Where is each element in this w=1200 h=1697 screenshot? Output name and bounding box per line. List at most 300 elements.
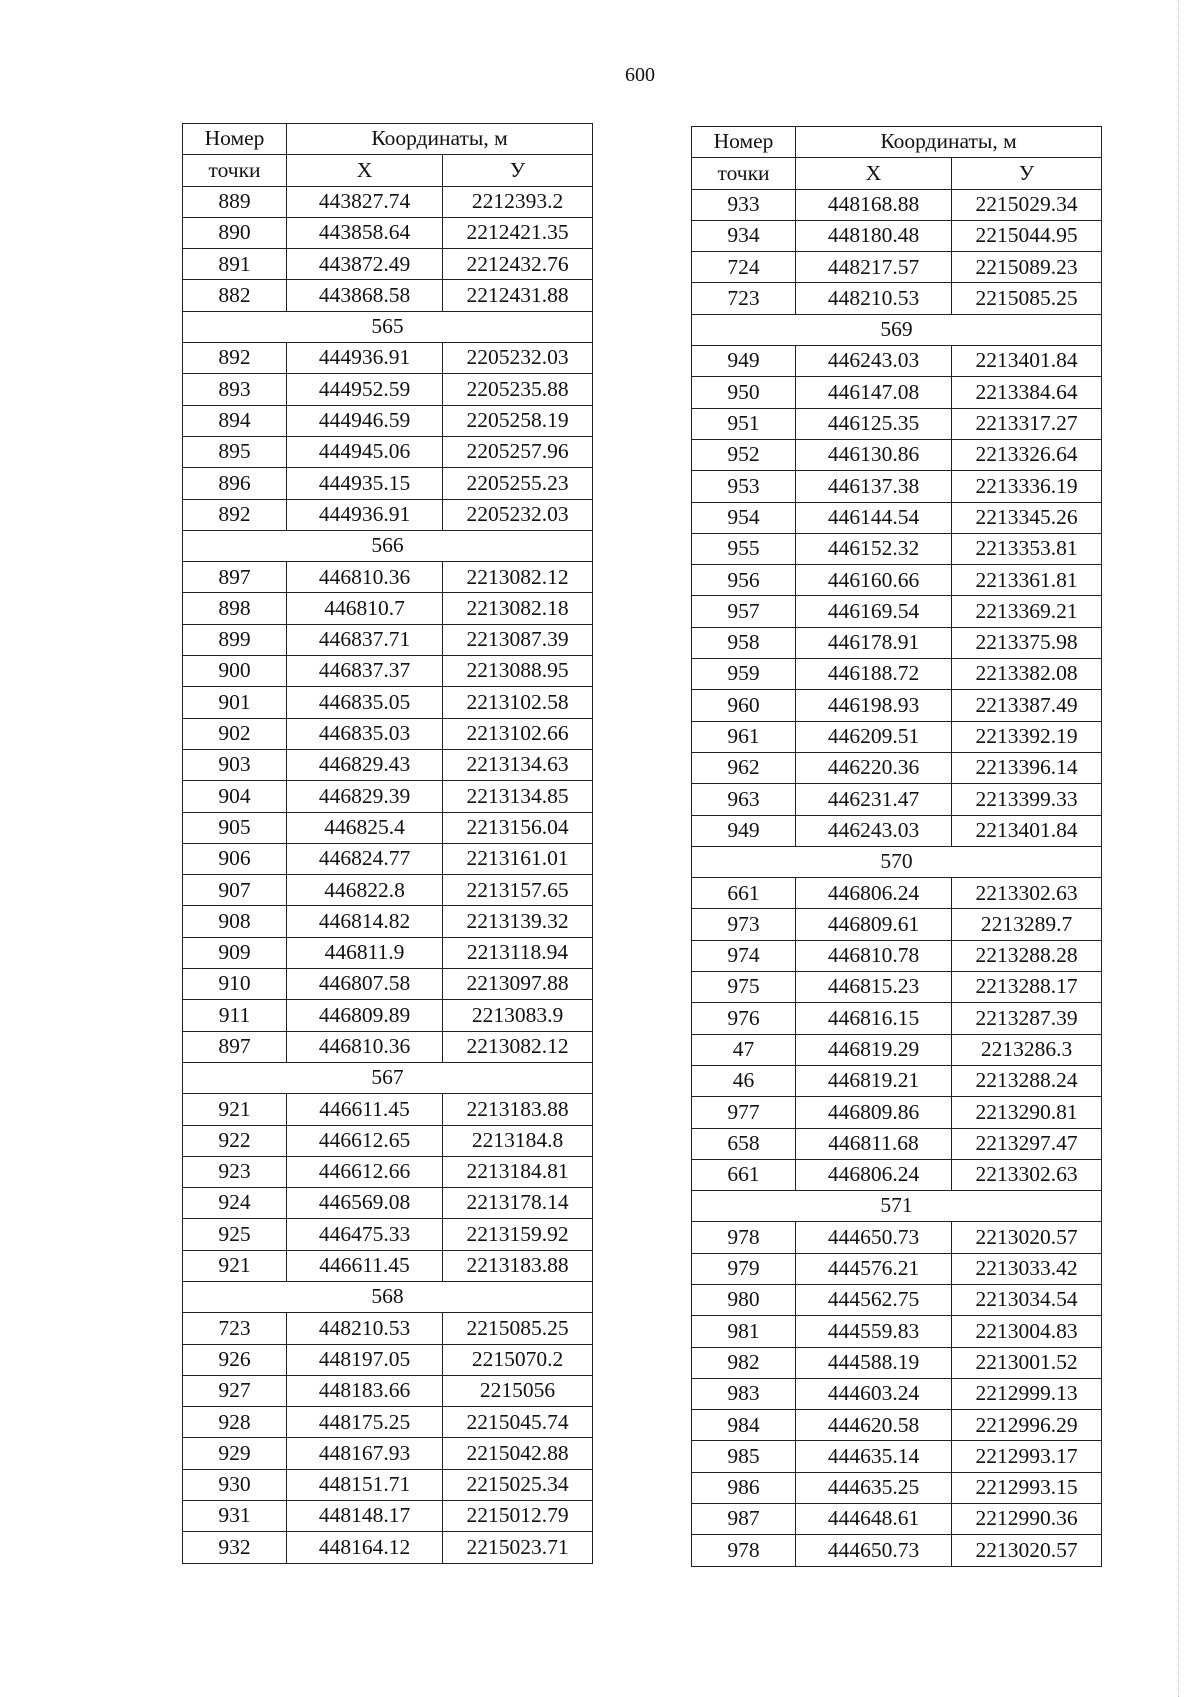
table-row — [692, 752, 1102, 783]
point-number-cell: 953 — [692, 471, 796, 502]
table-row — [692, 627, 1102, 658]
x-coordinate-cell: 444935.15 — [287, 468, 443, 499]
y-coordinate-cell: 2212990.36 — [952, 1504, 1102, 1535]
y-coordinate-cell: 2213134.63 — [443, 749, 593, 780]
x-coordinate-cell: 446125.35 — [796, 408, 952, 439]
y-coordinate-cell: 2215045.74 — [443, 1407, 593, 1438]
x-coordinate-cell: 446612.66 — [287, 1156, 443, 1187]
table-row — [692, 972, 1102, 1003]
point-number-cell: 897 — [183, 562, 287, 593]
point-number-cell: 889 — [183, 186, 287, 217]
point-number-cell: 895 — [183, 436, 287, 467]
y-coordinate-cell: 2215056 — [443, 1375, 593, 1406]
point-number-cell: 926 — [183, 1344, 287, 1375]
x-coordinate-cell: 444952.59 — [287, 374, 443, 405]
x-coordinate-cell: 446819.21 — [796, 1065, 952, 1096]
x-coordinate-cell: 444603.24 — [796, 1378, 952, 1409]
y-coordinate-cell: 2213387.49 — [952, 690, 1102, 721]
x-coordinate-cell: 448217.57 — [796, 252, 952, 283]
table-row — [183, 468, 593, 499]
point-number-cell: 957 — [692, 596, 796, 627]
x-coordinate-cell: 444620.58 — [796, 1410, 952, 1441]
table-row — [692, 1441, 1102, 1472]
x-coordinate-cell: 446243.03 — [796, 815, 952, 846]
table-row — [692, 1003, 1102, 1034]
table-row — [183, 687, 593, 718]
table-row — [692, 1222, 1102, 1253]
y-coordinate-cell: 2213020.57 — [952, 1222, 1102, 1253]
table-row — [692, 909, 1102, 940]
y-coordinate-cell: 2212996.29 — [952, 1410, 1102, 1441]
y-coordinate-cell: 2213001.52 — [952, 1347, 1102, 1378]
section-row — [183, 1281, 593, 1312]
point-number-cell: 892 — [183, 343, 287, 374]
point-number-header-line2: точки — [183, 155, 287, 186]
point-number-cell: 724 — [692, 252, 796, 283]
y-coordinate-cell: 2215042.88 — [443, 1438, 593, 1469]
x-coordinate-cell: 443858.64 — [287, 217, 443, 248]
x-coordinate-cell: 448148.17 — [287, 1501, 443, 1532]
table-row — [183, 1125, 593, 1156]
table-row — [183, 562, 593, 593]
x-coordinate-cell: 446816.15 — [796, 1003, 952, 1034]
x-coordinate-cell: 448151.71 — [287, 1469, 443, 1500]
point-number-cell: 901 — [183, 687, 287, 718]
table-row — [183, 937, 593, 968]
y-coordinate-cell: 2213336.19 — [952, 471, 1102, 502]
y-coordinate-cell: 2213361.81 — [952, 565, 1102, 596]
y-coordinate-cell: 2205235.88 — [443, 374, 593, 405]
x-coordinate-cell: 446822.8 — [287, 875, 443, 906]
table-row — [692, 1097, 1102, 1128]
section-number: 570 — [692, 846, 1102, 877]
x-coordinate-cell: 446829.43 — [287, 749, 443, 780]
y-coordinate-cell: 2213157.65 — [443, 875, 593, 906]
table-row — [183, 1407, 593, 1438]
table-row — [183, 1469, 593, 1500]
point-number-cell: 911 — [183, 1000, 287, 1031]
y-coordinate-cell: 2213183.88 — [443, 1094, 593, 1125]
y-coordinate-cell: 2213326.64 — [952, 439, 1102, 470]
x-coordinate-cell: 446806.24 — [796, 1159, 952, 1190]
table-row — [183, 843, 593, 874]
y-coordinate-cell: 2213082.12 — [443, 562, 593, 593]
point-number-cell: 961 — [692, 721, 796, 752]
point-number-cell: 963 — [692, 784, 796, 815]
table-row — [183, 624, 593, 655]
y-coordinate-cell: 2215070.2 — [443, 1344, 593, 1375]
page-number: 600 — [625, 64, 655, 86]
point-number-cell: 986 — [692, 1472, 796, 1503]
y-coordinate-cell: 2213083.9 — [443, 1000, 593, 1031]
x-coordinate-cell: 444562.75 — [796, 1284, 952, 1315]
coordinates-table-right — [691, 126, 1102, 1567]
table-row — [692, 189, 1102, 220]
y-coordinate-cell: 2213401.84 — [952, 346, 1102, 377]
point-number-cell: 923 — [183, 1156, 287, 1187]
y-coordinate-cell: 2213082.18 — [443, 593, 593, 624]
table-row — [692, 377, 1102, 408]
table-row — [183, 969, 593, 1000]
y-coordinate-cell: 2212999.13 — [952, 1378, 1102, 1409]
table-row — [692, 1284, 1102, 1315]
y-coordinate-cell: 2212993.17 — [952, 1441, 1102, 1472]
section-row — [183, 1062, 593, 1093]
scan-edge-line — [1178, 0, 1180, 1697]
y-coordinate-cell: 2213289.7 — [952, 909, 1102, 940]
x-coordinate-cell: 446809.86 — [796, 1097, 952, 1128]
y-coordinate-cell: 2213082.12 — [443, 1031, 593, 1062]
point-number-cell: 982 — [692, 1347, 796, 1378]
y-coordinate-cell: 2213401.84 — [952, 815, 1102, 846]
table-row — [183, 1313, 593, 1344]
y-coordinate-cell: 2213156.04 — [443, 812, 593, 843]
point-number-cell: 929 — [183, 1438, 287, 1469]
table-row — [692, 408, 1102, 439]
x-coordinate-cell: 446835.05 — [287, 687, 443, 718]
section-row — [183, 311, 593, 342]
point-number-cell: 930 — [183, 1469, 287, 1500]
x-coordinate-cell: 446178.91 — [796, 627, 952, 658]
table-row — [692, 659, 1102, 690]
point-number-cell: 954 — [692, 502, 796, 533]
y-coordinate-cell: 2213102.58 — [443, 687, 593, 718]
x-coordinate-cell: 446807.58 — [287, 969, 443, 1000]
table-row — [183, 812, 593, 843]
header-row-2 — [692, 158, 1102, 189]
table-row — [183, 436, 593, 467]
y-coordinate-cell: 2213286.3 — [952, 1034, 1102, 1065]
point-number-cell: 902 — [183, 718, 287, 749]
y-coordinate-cell: 2213287.39 — [952, 1003, 1102, 1034]
point-number-cell: 910 — [183, 969, 287, 1000]
point-number-cell: 723 — [692, 283, 796, 314]
point-number-cell: 985 — [692, 1441, 796, 1472]
x-coordinate-cell: 446809.61 — [796, 909, 952, 940]
x-coordinate-cell: 444576.21 — [796, 1253, 952, 1284]
table-row — [692, 252, 1102, 283]
y-coordinate-cell: 2213102.66 — [443, 718, 593, 749]
y-coordinate-cell: 2213392.19 — [952, 721, 1102, 752]
table-row — [692, 1504, 1102, 1535]
y-coordinate-cell: 2215023.71 — [443, 1532, 593, 1563]
table-row — [692, 283, 1102, 314]
x-coordinate-cell: 444588.19 — [796, 1347, 952, 1378]
table-row — [692, 784, 1102, 815]
y-coordinate-cell: 2213317.27 — [952, 408, 1102, 439]
point-number-cell: 975 — [692, 972, 796, 1003]
y-coordinate-cell: 2213088.95 — [443, 656, 593, 687]
x-coordinate-cell: 444936.91 — [287, 499, 443, 530]
y-coordinate-cell: 2213353.81 — [952, 533, 1102, 564]
x-coordinate-cell: 444648.61 — [796, 1504, 952, 1535]
y-coordinate-cell: 2213184.81 — [443, 1156, 593, 1187]
table-row — [183, 875, 593, 906]
point-number-cell: 925 — [183, 1219, 287, 1250]
x-coordinate-cell: 443868.58 — [287, 280, 443, 311]
point-number-cell: 987 — [692, 1504, 796, 1535]
header-row-1 — [692, 127, 1102, 158]
y-coordinate-cell: 2213302.63 — [952, 1159, 1102, 1190]
table-row — [692, 533, 1102, 564]
y-coordinate-cell: 2213288.28 — [952, 940, 1102, 971]
x-coordinate-cell: 446137.38 — [796, 471, 952, 502]
point-number-cell: 949 — [692, 815, 796, 846]
point-number-cell: 46 — [692, 1065, 796, 1096]
x-coordinate-cell: 444936.91 — [287, 343, 443, 374]
point-number-cell: 899 — [183, 624, 287, 655]
table-row — [183, 1532, 593, 1563]
x-coordinate-cell: 446243.03 — [796, 346, 952, 377]
x-coordinate-cell: 446810.36 — [287, 1031, 443, 1062]
header-row-1 — [183, 124, 593, 155]
point-number-cell: 958 — [692, 627, 796, 658]
table-row — [183, 1344, 593, 1375]
coordinates-table-left — [182, 123, 593, 1564]
y-coordinate-cell: 2213396.14 — [952, 752, 1102, 783]
y-coordinate-cell: 2205232.03 — [443, 343, 593, 374]
x-coordinate-cell: 446198.93 — [796, 690, 952, 721]
x-coordinate-cell: 446160.66 — [796, 565, 952, 596]
section-number: 565 — [183, 311, 593, 342]
point-number-header: Номер — [692, 127, 796, 158]
table-row — [183, 186, 593, 217]
x-coordinate-cell: 446825.4 — [287, 812, 443, 843]
header-row-2 — [183, 155, 593, 186]
point-number-cell: 896 — [183, 468, 287, 499]
point-number-cell: 934 — [692, 220, 796, 251]
x-coordinate-cell: 446209.51 — [796, 721, 952, 752]
point-number-cell: 905 — [183, 812, 287, 843]
x-coordinate-cell: 446837.37 — [287, 656, 443, 687]
table-row — [183, 499, 593, 530]
table-row — [692, 346, 1102, 377]
point-number-cell: 723 — [183, 1313, 287, 1344]
table-row — [692, 1535, 1102, 1566]
point-number-cell: 907 — [183, 875, 287, 906]
point-number-cell: 952 — [692, 439, 796, 470]
x-coordinate-cell: 446810.7 — [287, 593, 443, 624]
table-row — [692, 1253, 1102, 1284]
x-coordinate-cell: 448183.66 — [287, 1375, 443, 1406]
point-number-cell: 900 — [183, 656, 287, 687]
x-coordinate-cell: 444559.83 — [796, 1316, 952, 1347]
point-number-cell: 928 — [183, 1407, 287, 1438]
y-coordinate-cell: 2213369.21 — [952, 596, 1102, 627]
table-row — [183, 1031, 593, 1062]
point-number-cell: 978 — [692, 1222, 796, 1253]
table-row — [692, 1378, 1102, 1409]
point-number-cell: 983 — [692, 1378, 796, 1409]
x-coordinate-cell: 446188.72 — [796, 659, 952, 690]
point-number-cell: 897 — [183, 1031, 287, 1062]
y-coordinate-cell: 2213384.64 — [952, 377, 1102, 408]
point-number-cell: 962 — [692, 752, 796, 783]
point-number-cell: 894 — [183, 405, 287, 436]
x-coordinate-cell: 446819.29 — [796, 1034, 952, 1065]
x-coordinate-cell: 446475.33 — [287, 1219, 443, 1250]
table-row — [183, 280, 593, 311]
point-number-cell: 898 — [183, 593, 287, 624]
point-number-cell: 984 — [692, 1410, 796, 1441]
y-coordinate-cell: 2213134.85 — [443, 781, 593, 812]
x-coordinate-cell: 446144.54 — [796, 502, 952, 533]
point-number-cell: 955 — [692, 533, 796, 564]
table-row — [692, 1159, 1102, 1190]
point-number-cell: 882 — [183, 280, 287, 311]
y-coordinate-cell: 2212432.76 — [443, 249, 593, 280]
table-row — [692, 690, 1102, 721]
table-row — [692, 1316, 1102, 1347]
x-coordinate-cell: 446569.08 — [287, 1188, 443, 1219]
x-coordinate-cell: 446220.36 — [796, 752, 952, 783]
x-coordinate-cell: 446835.03 — [287, 718, 443, 749]
table-row — [692, 1410, 1102, 1441]
y-coordinate-cell: 2205232.03 — [443, 499, 593, 530]
x-coordinate-cell: 448180.48 — [796, 220, 952, 251]
x-coordinate-cell: 444650.73 — [796, 1222, 952, 1253]
point-number-cell: 951 — [692, 408, 796, 439]
x-coordinate-cell: 446612.65 — [287, 1125, 443, 1156]
point-number-cell: 979 — [692, 1253, 796, 1284]
point-number-cell: 924 — [183, 1188, 287, 1219]
table-row — [692, 596, 1102, 627]
point-number-cell: 931 — [183, 1501, 287, 1532]
x-coordinate-cell: 443872.49 — [287, 249, 443, 280]
y-coordinate-cell: 2215012.79 — [443, 1501, 593, 1532]
point-number-cell: 661 — [692, 1159, 796, 1190]
x-coordinate-cell: 446810.36 — [287, 562, 443, 593]
table-row — [692, 471, 1102, 502]
table-row — [183, 1375, 593, 1406]
y-coordinate-cell: 2213399.33 — [952, 784, 1102, 815]
table-row — [183, 1156, 593, 1187]
x-coordinate-cell: 446806.24 — [796, 878, 952, 909]
x-coordinate-cell: 444945.06 — [287, 436, 443, 467]
table-row — [692, 1472, 1102, 1503]
x-coordinate-cell: 448175.25 — [287, 1407, 443, 1438]
table-row — [183, 718, 593, 749]
x-coordinate-cell: 446169.54 — [796, 596, 952, 627]
y-coordinate-cell: 2215044.95 — [952, 220, 1102, 251]
point-number-cell: 890 — [183, 217, 287, 248]
x-coordinate-cell: 448164.12 — [287, 1532, 443, 1563]
table-row — [183, 593, 593, 624]
table-row — [692, 1034, 1102, 1065]
point-number-cell: 956 — [692, 565, 796, 596]
table-row — [692, 220, 1102, 251]
y-coordinate-cell: 2215025.34 — [443, 1469, 593, 1500]
section-row — [692, 314, 1102, 345]
x-coordinate-cell: 444635.14 — [796, 1441, 952, 1472]
y-coordinate-cell: 2212993.15 — [952, 1472, 1102, 1503]
point-number-cell: 903 — [183, 749, 287, 780]
x-coordinate-cell: 446130.86 — [796, 439, 952, 470]
point-number-cell: 981 — [692, 1316, 796, 1347]
point-number-cell: 661 — [692, 878, 796, 909]
table-row — [183, 217, 593, 248]
x-coordinate-cell: 448197.05 — [287, 1344, 443, 1375]
section-row — [692, 1191, 1102, 1222]
table-row — [183, 1000, 593, 1031]
table-row — [183, 906, 593, 937]
point-number-cell: 978 — [692, 1535, 796, 1566]
point-number-cell: 977 — [692, 1097, 796, 1128]
x-coordinate-cell: 443827.74 — [287, 186, 443, 217]
y-coordinate-cell: 2213097.88 — [443, 969, 593, 1000]
point-number-header: Номер — [183, 124, 287, 155]
section-number: 568 — [183, 1281, 593, 1312]
x-coordinate-cell: 446815.23 — [796, 972, 952, 1003]
y-coordinate-cell: 2215029.34 — [952, 189, 1102, 220]
y-coordinate-cell: 2213302.63 — [952, 878, 1102, 909]
section-row — [183, 530, 593, 561]
y-coordinate-cell: 2212393.2 — [443, 186, 593, 217]
point-number-cell: 980 — [692, 1284, 796, 1315]
point-number-cell: 932 — [183, 1532, 287, 1563]
point-number-cell: 906 — [183, 843, 287, 874]
point-number-cell: 921 — [183, 1094, 287, 1125]
x-coordinate-cell: 444650.73 — [796, 1535, 952, 1566]
table-row — [183, 1250, 593, 1281]
coordinates-header: Координаты, м — [796, 127, 1102, 158]
y-coordinate-cell: 2213033.42 — [952, 1253, 1102, 1284]
y-coordinate-cell: 2205258.19 — [443, 405, 593, 436]
table-row — [183, 249, 593, 280]
x-coordinate-cell: 446810.78 — [796, 940, 952, 971]
x-coordinate-cell: 446611.45 — [287, 1094, 443, 1125]
table-row — [183, 1501, 593, 1532]
y-coordinate-cell: 2212431.88 — [443, 280, 593, 311]
point-number-cell: 909 — [183, 937, 287, 968]
section-number: 567 — [183, 1062, 593, 1093]
x-coordinate-cell: 446147.08 — [796, 377, 952, 408]
table-row — [183, 781, 593, 812]
y-coordinate-cell: 2213345.26 — [952, 502, 1102, 533]
x-coordinate-cell: 446811.68 — [796, 1128, 952, 1159]
table-row — [692, 439, 1102, 470]
table-body — [183, 124, 593, 1564]
table-row — [183, 1219, 593, 1250]
x-coordinate-cell: 448168.88 — [796, 189, 952, 220]
table-row — [692, 721, 1102, 752]
point-number-cell: 959 — [692, 659, 796, 690]
y-coordinate-cell: 2205257.96 — [443, 436, 593, 467]
y-column-header: У — [952, 158, 1102, 189]
y-coordinate-cell: 2205255.23 — [443, 468, 593, 499]
y-coordinate-cell: 2213139.32 — [443, 906, 593, 937]
point-number-cell: 976 — [692, 1003, 796, 1034]
x-coordinate-cell: 446824.77 — [287, 843, 443, 874]
y-coordinate-cell: 2213004.83 — [952, 1316, 1102, 1347]
table-row — [183, 343, 593, 374]
y-coordinate-cell: 2212421.35 — [443, 217, 593, 248]
point-number-cell: 973 — [692, 909, 796, 940]
table-row — [183, 374, 593, 405]
y-coordinate-cell: 2213087.39 — [443, 624, 593, 655]
table-body — [692, 127, 1102, 1567]
point-number-header-line2: точки — [692, 158, 796, 189]
x-coordinate-cell: 444635.25 — [796, 1472, 952, 1503]
y-coordinate-cell: 2213297.47 — [952, 1128, 1102, 1159]
table-row — [692, 940, 1102, 971]
y-coordinate-cell: 2213034.54 — [952, 1284, 1102, 1315]
table-row — [692, 1347, 1102, 1378]
y-coordinate-cell: 2215085.25 — [443, 1313, 593, 1344]
x-coordinate-cell: 446811.9 — [287, 937, 443, 968]
y-coordinate-cell: 2213382.08 — [952, 659, 1102, 690]
x-coordinate-cell: 448210.53 — [287, 1313, 443, 1344]
